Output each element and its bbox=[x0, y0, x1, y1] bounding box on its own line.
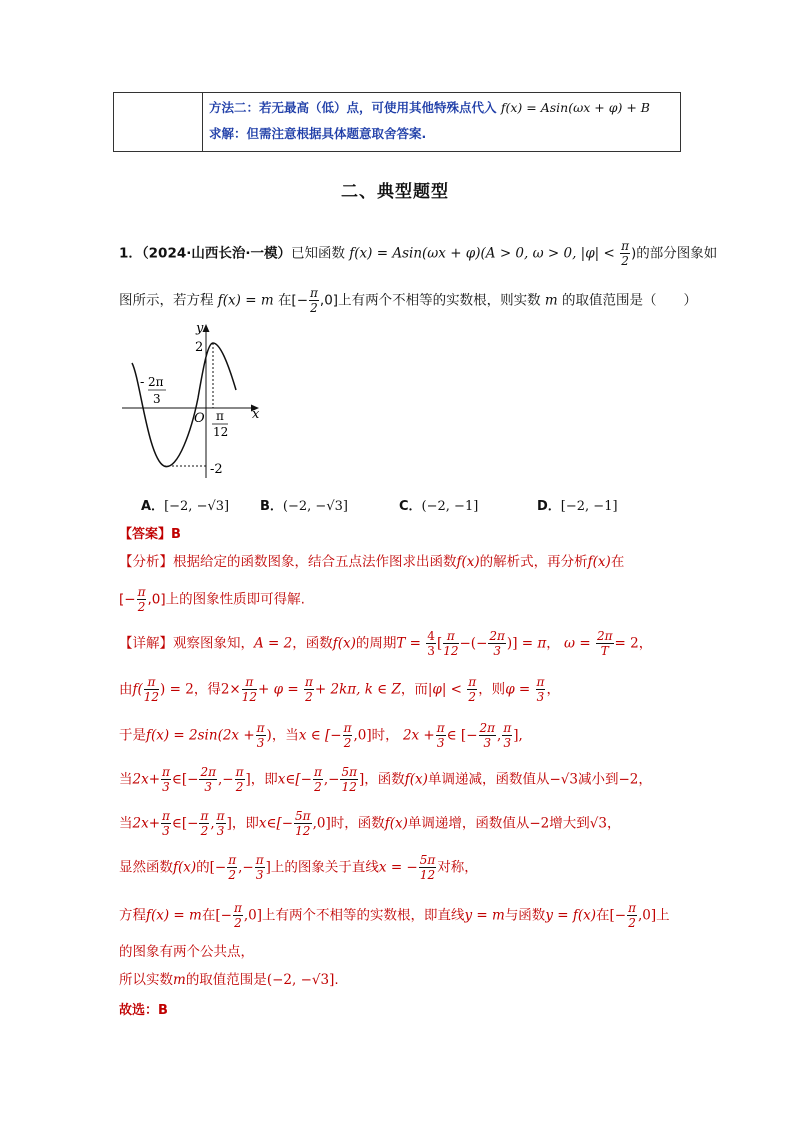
left-tick-den: 3 bbox=[153, 392, 161, 406]
analysis-line-2: [− $\frac{\pi}{2}$ ,0]上的图象性质即可得解. bbox=[119, 585, 305, 614]
question-line-2: 图所示，若方程 f(x) = m 在[− $\frac{\pi}{2}$ ,0]上有两个不相等的实数根，则实数 m 的取值范围是（ ） bbox=[119, 286, 697, 315]
detail-line-3: 于是f(x) = 2sin(2x + $\frac{\pi}{3}$ )，当x ∈ [− $\frac{\pi}{2}$ ,0]时， 2x + $\frac{\pi}{3}$ ∈ [− $\frac{2\pi}{3}$ , $\frac{\pi}{3}$ ], bbox=[119, 721, 523, 750]
detail-line-4: 当2x+ $\frac{\pi}{3}$ ∈[− $\frac{2\pi}{3}$ ,− $\frac{\pi}{2}$ ]，即x∈[− $\frac{\pi}{2}$ ,− $\frac{5\pi}{12}$ ]，函数f(x)单调递减，函数值从−√3减小到−2， bbox=[119, 765, 652, 794]
fraction-pi-over-2: $\frac{\pi}{2}$ bbox=[621, 239, 630, 268]
question-line-1: 1．（2024·山西长治·一模）已知函数 f(x) = Asin(ωx + φ)(A > 0, ω > 0, |φ| < $\frac{\pi}{2}$ )的部分图象如 bbox=[119, 239, 718, 268]
sine-curve bbox=[132, 343, 236, 467]
y-axis-label: y bbox=[196, 321, 204, 336]
option-d[interactable]: D．[−2, −1] bbox=[537, 499, 618, 514]
right-tick-num: π bbox=[216, 409, 224, 423]
detail-line-5: 当2x+ $\frac{\pi}{3}$ ∈[− $\frac{\pi}{2}$ , $\frac{\pi}{3}$ ]，即x∈[− $\frac{5\pi}{12}$ ,0]时，函数f(x)单调递增，函数值从−2增大到√3， bbox=[119, 809, 621, 838]
y-axis-arrow bbox=[203, 324, 210, 332]
right-tick-den: 12 bbox=[213, 425, 229, 439]
detail-line-1: 【详解】观察图象知，A = 2，函数f(x)的周期T = $\frac{4}{3}$ [ $\frac{\pi}{12}$ −(− $\frac{2\pi}{3}$ )] = π， ω = $\frac{2\pi}{T}$ = 2， bbox=[119, 629, 653, 658]
detail-line-8: 的图象有两个公共点， bbox=[119, 944, 254, 960]
origin-label: O bbox=[194, 411, 205, 426]
y-max-label: 2 bbox=[195, 340, 204, 355]
option-c[interactable]: C．(−2, −1] bbox=[399, 499, 479, 514]
detail-line-7: 方程f(x) = m在[− $\frac{\pi}{2}$ ,0]上有两个不相等的实数根，即直线y = m与函数y = f(x)在[− $\frac{\pi}{2}$ ,0]上 bbox=[119, 901, 670, 930]
method-box bbox=[113, 92, 681, 152]
x-axis-label: x bbox=[252, 407, 260, 422]
method-box-right-cell bbox=[203, 93, 681, 152]
sine-graph bbox=[118, 318, 268, 488]
question-source: （2024·山西长治·一模） bbox=[141, 245, 291, 262]
detail-line-9: 所以实数m的取值范围是(−2, −√3]. bbox=[119, 972, 339, 988]
answer-line: 【答案】B bbox=[119, 527, 181, 542]
method-line-2: 求解：但需注意根据具体题意取舍答案. bbox=[209, 126, 427, 141]
method-line-1: 方法二：若无最高（低）点，可使用其他特殊点代入 f(x) = Asin(ωx + φ) + B bbox=[209, 100, 650, 115]
left-tick-minus: - bbox=[140, 375, 145, 390]
section-title: 二、典型题型 bbox=[341, 182, 449, 202]
equation: f(x) = m bbox=[217, 292, 274, 309]
method-formula: f(x) = Asin(ωx + φ) + B bbox=[500, 100, 650, 115]
method-box-left-cell bbox=[114, 93, 203, 152]
left-tick-num: 2π bbox=[148, 375, 164, 389]
question-number: 1． bbox=[119, 245, 142, 262]
y-min-label: -2 bbox=[210, 462, 223, 477]
option-b[interactable]: B．(−2, −√3] bbox=[260, 499, 348, 514]
option-a[interactable]: A．[−2, −√3] bbox=[141, 499, 230, 514]
function-definition: f(x) = Asin(ωx + φ)(A > 0, ω > 0, |φ| < bbox=[349, 245, 615, 262]
detail-line-2: 由f( $\frac{\pi}{12}$ ) = 2，得2× $\frac{\pi}{12}$ + φ = $\frac{\pi}{2}$ + 2kπ, k ∈ Z，而|φ| < $\frac{\pi}{2}$ ，则φ = $\frac{\pi}{3}$ ， bbox=[119, 675, 560, 704]
conclusion-line: 故选：B bbox=[119, 1003, 168, 1018]
analysis-line-1: 【分析】根据给定的函数图象，结合五点法作图求出函数f(x)的解析式，再分析f(x)在 bbox=[119, 554, 625, 570]
detail-line-6: 显然函数f(x)的[− $\frac{\pi}{2}$ ,− $\frac{\pi}{3}$ ]上的图象关于直线x = − $\frac{5\pi}{12}$ 对称， bbox=[119, 853, 478, 882]
